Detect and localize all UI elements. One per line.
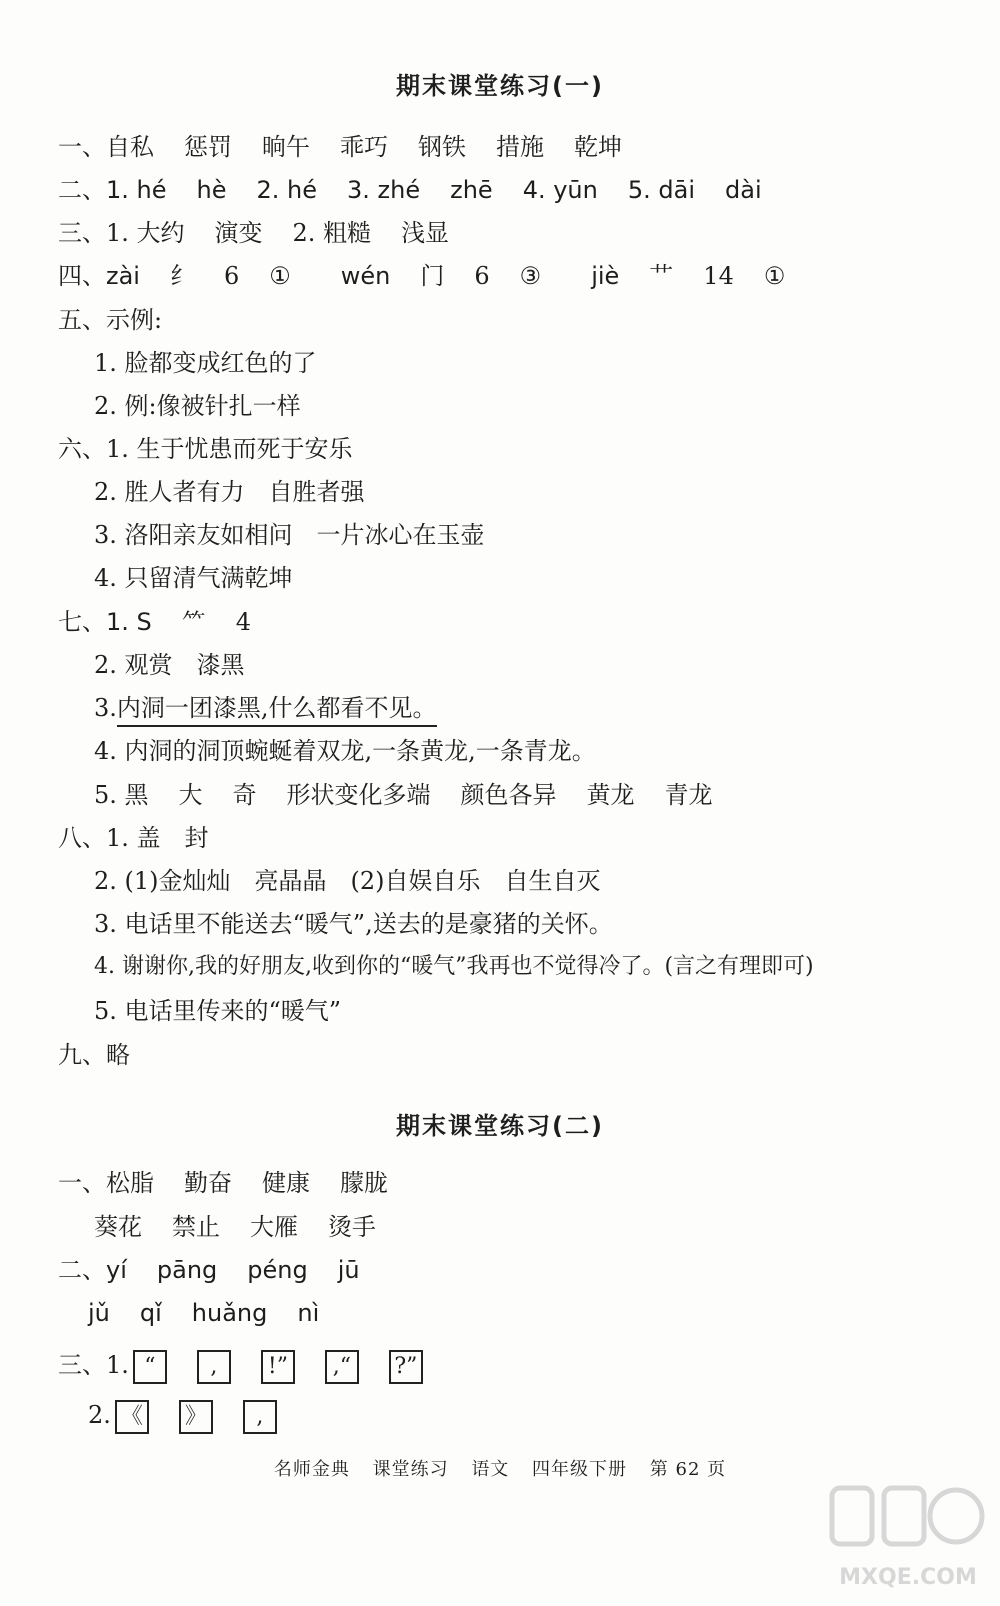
answer-item: jǔ [88, 1299, 110, 1327]
watermark-text: MXQE.COM [839, 1565, 977, 1590]
answer-item: 6 [223, 262, 240, 290]
answer-label: 示例: [106, 306, 163, 334]
s1-q1 [58, 130, 652, 164]
answer-item: pāng [156, 1256, 218, 1284]
s2-q2-row [88, 1296, 349, 1330]
answer-item: 葵花 [94, 1213, 142, 1241]
section2-title: 期末课堂练习(二) [396, 1112, 604, 1140]
s2-q1 [58, 1166, 418, 1200]
answer-item: 晌午 [262, 133, 310, 161]
q-number: 一、 [58, 133, 106, 161]
q-number: 九、 [58, 1041, 106, 1069]
answer-item: huǎng [191, 1299, 268, 1327]
answer-item: 颜色各异 [460, 781, 557, 809]
answer-item: 措施 [496, 133, 544, 161]
q-number: 二、 [58, 1256, 106, 1284]
s1-q6-line: 2. 胜人者有力 自胜者强 [94, 478, 365, 506]
s1-q5 [58, 303, 162, 337]
s1-q2 [58, 173, 792, 207]
answer-item: 门 [420, 262, 445, 290]
s1-q6-line: 3. 洛阳亲友如相问 一片冰心在玉壶 [94, 521, 485, 549]
s1-q7-line [94, 691, 437, 725]
answer-item: zài [106, 262, 140, 290]
q-number: 四、 [58, 262, 106, 290]
s2-q2 [58, 1253, 390, 1287]
underlined-answer: 内洞一团漆黑,什么都看不见。 [117, 691, 437, 727]
answer-item: 青龙 [664, 781, 713, 809]
s1-q8-line: 2. (1)金灿灿 亮晶晶 (2)自娱自乐 自生自灭 [94, 867, 601, 895]
s1-q7-line [94, 778, 743, 812]
answer-item: 4. yūn [522, 176, 598, 204]
answer-item: nì [297, 1299, 320, 1327]
answer-item: 乖巧 [340, 133, 388, 161]
footer-item: 语文 [471, 1459, 510, 1480]
answer-item: yí [106, 1256, 127, 1284]
answer-item: 2. 粗糙 [292, 219, 372, 247]
s1-q5-line: 2. 例:像被针扎一样 [94, 392, 301, 420]
s1-q3 [58, 216, 479, 250]
s2-q3 [58, 1345, 453, 1385]
answer-item: 烫手 [328, 1213, 376, 1241]
answer-label: 2. [88, 1401, 111, 1429]
answer-item: 松脂 [106, 1169, 154, 1197]
answer-item: 1. hé [106, 176, 167, 204]
answer-item: 朦胧 [340, 1169, 388, 1197]
answer-item: 惩罚 [184, 133, 232, 161]
s1-q9 [58, 1038, 130, 1072]
answer-line: 1. 盖 封 [106, 824, 209, 852]
answer-item: qǐ [139, 1299, 162, 1327]
q-number: 三、 [58, 219, 106, 247]
answer-item: 艹 [649, 262, 674, 290]
s1-q8 [58, 821, 209, 855]
answer-item: 浅显 [401, 219, 450, 247]
punctuation-box: 》 [179, 1400, 213, 1434]
answer-item: 乾坤 [574, 133, 622, 161]
answer-item: 健康 [262, 1169, 310, 1197]
q-number: 八、 [58, 824, 106, 852]
answer-item: hè [196, 176, 227, 204]
answer-item: 奇 [232, 781, 257, 809]
punctuation-box: , [243, 1400, 277, 1434]
s2-q1-row [94, 1210, 406, 1244]
punctuation-box: ?” [389, 1350, 423, 1384]
answer-item: 大 [178, 781, 203, 809]
footer-item: 名师金典 [273, 1459, 350, 1480]
section1-title: 期末课堂练习(一) [396, 72, 604, 100]
answer-item: dài [725, 176, 762, 204]
page-number: 第 62 页 [649, 1459, 727, 1480]
answer-item: 1. 大约 [106, 219, 185, 247]
answer-item: 6 [474, 262, 490, 290]
punctuation-box: “ [133, 1350, 167, 1384]
answer-item: ③ [519, 262, 542, 290]
answer-item: 2. hé [256, 176, 318, 204]
answer-item: jū [337, 1256, 360, 1284]
watermark-icon [828, 1480, 988, 1560]
answer-item: 5. dāi [627, 176, 695, 204]
answer-item: 4 [235, 608, 252, 636]
answer-item: 大雁 [250, 1213, 298, 1241]
answer-item: ⺮ [181, 608, 206, 636]
answer-item: 自私 [106, 133, 154, 161]
answer-item: wén [340, 262, 391, 290]
s1-q8-line: 5. 电话里传来的“暖气” [94, 997, 342, 1025]
punctuation-box: , [197, 1350, 231, 1384]
q-number: 一、 [58, 1169, 106, 1197]
footer-item: 四年级下册 [532, 1459, 628, 1480]
q-number: 七、 [58, 608, 106, 636]
s1-q4 [58, 259, 815, 293]
answer-item: ① [763, 262, 786, 290]
s1-q7-line: 2. 观赏 漆黑 [94, 651, 245, 679]
s1-q5-line: 1. 脸都变成红色的了 [94, 349, 317, 377]
s1-q7-line: 4. 内洞的洞顶蜿蜒着双龙,一条黄龙,一条青龙。 [94, 737, 596, 765]
footer-item: 课堂练习 [372, 1459, 449, 1480]
punctuation-box: ,“ [325, 1350, 359, 1384]
answer-line: 1. 生于忧患而死于安乐 [106, 435, 353, 463]
answer-label: 1. [106, 1351, 129, 1379]
q-number: 五、 [58, 306, 106, 334]
s1-q7 [58, 605, 281, 639]
s1-q6 [58, 432, 353, 466]
page-footer [0, 1455, 1000, 1481]
s1-q6-line: 4. 只留清气满乾坤 [94, 564, 293, 592]
q-number: 二、 [58, 176, 106, 204]
answer-item: 黄龙 [586, 781, 635, 809]
answer-item: péng [247, 1256, 308, 1284]
answer-item: 勤奋 [184, 1169, 232, 1197]
watermark-logo [828, 1480, 988, 1590]
answer-item: 禁止 [172, 1213, 220, 1241]
punctuation-box: !” [261, 1350, 295, 1384]
answer-item: 略 [106, 1041, 130, 1069]
answer-item: zhē [450, 176, 493, 204]
answer-prefix: 3. [94, 694, 117, 722]
answer-item: 5. 黑 [94, 781, 149, 809]
s2-q3-row [88, 1395, 307, 1435]
punctuation-box: 《 [115, 1400, 149, 1434]
q-number: 六、 [58, 435, 106, 463]
answer-item: ① [269, 262, 291, 290]
s1-q8-line: 4. 谢谢你,我的好朋友,收到你的“暖气”我再也不觉得冷了。(言之有理即可) [94, 954, 814, 979]
answer-item: 形状变化多端 [286, 781, 431, 809]
answer-item: 钢铁 [418, 133, 466, 161]
answer-item: jiè [591, 262, 620, 290]
q-number: 三、 [58, 1351, 106, 1379]
answer-item: 3. zhé [347, 176, 421, 204]
s1-q8-line: 3. 电话里不能送去“暖气”,送去的是豪猪的关怀。 [94, 910, 613, 938]
answer-item: 1. S [106, 608, 152, 636]
answer-item: 纟 [169, 262, 194, 290]
answer-item: 演变 [214, 219, 263, 247]
answer-item: 14 [703, 262, 734, 290]
